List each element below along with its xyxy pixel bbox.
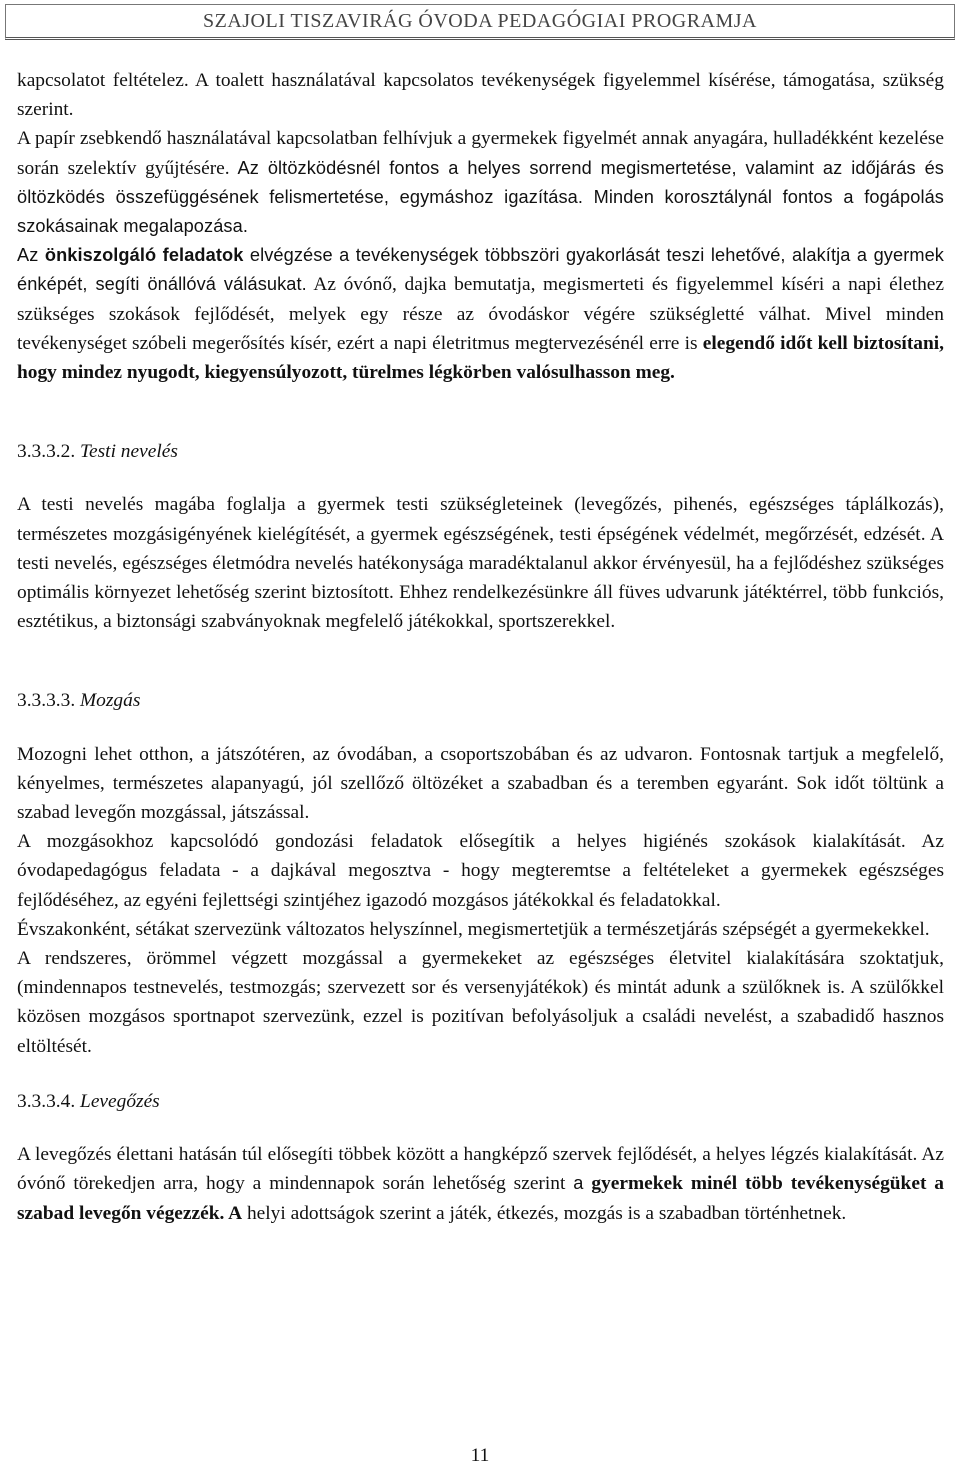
text-segment: Az — [17, 245, 45, 266]
text-segment: A mozgásokhoz kapcsolódó gondozási feladatok elősegítik a helyes higiénés szokások kialakítását. Az óvodapedagógus feladata - a dajkával megosztva - hogy megteremtse a feltételeket a gyermekek egészséges fejlődéséhez, az egyéni fejlettségi szintjéhez igazodó mozgásos játékokkal és feladatokkal. — [17, 831, 944, 911]
page-content — [17, 66, 944, 1228]
text-segment: Mozogni lehet otthon, a játszótéren, az óvodában, a csoportszobában és az udvaron. Fontosnak tartjuk a megfelelő, kényelmes, természetes alapanyagú, jól szellőző öltözéket a szabadban és a teremben egyaránt. Sok időt töltünk a szabad levegőn mozgással, játszással. — [17, 743, 944, 824]
text-segment: A papír zsebkendő használatával kapcsolatban felhívjuk a gyermekek figyelmét annak anyagára, hulladékként kezelése során szelektív gyűjtésére. — [17, 128, 944, 179]
section-title: Mozgás — [80, 690, 141, 712]
paragraph-testi-1 — [17, 490, 944, 636]
text-segment: Az óvónő, dajka bemutatja, megismerteti és figyelemmel kíséri a napi élethez szükséges szokások fejlődését, melyek egy része az óvodáskor végére szükségletté válhat. — [17, 274, 945, 325]
page-header — [5, 4, 955, 40]
text-segment: Az öltözködésnél fontos a helyes sorrend megismertetése, valamint az időjárás és öltözködés összefüggésének felismertetése, egymáshoz igazítása. — [17, 157, 944, 207]
paragraph-mozgas-4 — [17, 944, 944, 1061]
section-number: 3.3.3.2. — [17, 441, 76, 463]
header-title: SZAJOLI TISZAVIRÁG ÓVODA PEDAGÓGIAI PROGRAMJA — [202, 10, 757, 32]
text-segment: A levegőzés élettani hatásán túl elősegíti többek között a hangképző szervek fejlődését, a helyes légzés kialakítását. Az óvónő törekedjen arra, hogy a mindennapok során lehetőség szerint — [17, 1144, 944, 1195]
paragraph-levegozes-1 — [17, 1140, 944, 1228]
section-number: 3.3.3.3. — [17, 690, 76, 712]
section-heading-testi-neveles — [17, 437, 944, 466]
page-footer — [0, 1444, 960, 1468]
bold-text: gyermekek minél több tevékenységüket a szabad levegőn végezzék. A — [17, 1173, 945, 1224]
bold-text: önkiszolgáló feladatok — [44, 245, 244, 266]
text-segment: kapcsolatot feltételez. A toalett használatával kapcsolatos tevékenységek figyelemmel kísérése, támogatása, szükség szerint. — [17, 70, 944, 121]
spacer — [17, 1116, 944, 1140]
text-segment: a — [573, 1173, 584, 1194]
bold-text: elegendő időt kell biztosítani, hogy mindez nyugodt, kiegyensúlyozott, türelmes légkörben valósulhasson meg. — [17, 332, 944, 384]
text-segment: Mivel minden tevékenységet szóbeli megerősítés kísér, ezért a napi életritmus megtervezésénél erre is — [17, 303, 944, 354]
section-number: 3.3.3.4. — [17, 1090, 76, 1112]
text-segment: A testi nevelés magába foglalja a gyermek testi szükségleteinek (levegőzés, pihenés, egészséges táplálkozás), természetes mozgásigényének kielégítését, a gyermek egészségének, testi épségének védelmét, megőrzését, edzését. A testi nevelés, egészséges életmódra nevelés hatékonysága maradéktalanul akkor érvényesül, ha a fejlődéshez szükséges optimális környezet lehetőség szerint biztosított. Ehhez rendelkezésünkre áll füves udvarunk játéktérrel, több funkciós, esztétikus, a biztonsági szabványoknak megfelelő játékokkal, sportszerekkel. — [17, 494, 944, 633]
spacer — [17, 466, 944, 490]
paragraph-intro-3 — [17, 241, 944, 387]
paragraph-mozgas-2 — [17, 827, 944, 915]
section-heading-mozgas — [17, 686, 944, 715]
text-segment: helyi adottságok szerint a játék, étkezés, mozgás is a szabadban történhetnek. — [242, 1202, 847, 1224]
spacer — [17, 387, 944, 437]
section-title: Testi nevelés — [80, 441, 178, 463]
section-heading-levegozes — [17, 1087, 944, 1116]
spacer — [17, 1061, 944, 1087]
paragraph-mozgas-3 — [17, 915, 944, 944]
paragraph-intro-1 — [17, 66, 944, 124]
spacer — [17, 636, 944, 686]
spacer — [17, 716, 944, 740]
page-number: 11 — [470, 1445, 490, 1466]
text-segment: Minden korosztálynál fontos a fogápolás szokásainak megalapozása. — [17, 186, 944, 237]
paragraph-intro-2 — [17, 124, 944, 241]
paragraph-mozgas-1 — [17, 740, 944, 828]
text-segment: A rendszeres, örömmel végzett mozgással a gyermekeket az egészséges életvitel kialakítására szoktatjuk, (mindennapos testnevelés, testmozgás; szervezett sor és versenyjátékok) és mintát adunk a szülőknek is. A szülőkkel közösen mozgásos sportnapot szervezünk, ezzel is pozitívan befolyásoljuk a családi nevelést, a szabadidő hasznos eltöltését. — [17, 948, 944, 1057]
section-title: Levegőzés — [80, 1090, 160, 1112]
text-segment: Évszakonként, sétákat szervezünk változatos helyszínnel, megismertetjük a természetjárás szépségét a gyermekekkel. — [17, 918, 930, 940]
text-segment: elvégzése a tevékenységek többszöri gyakorlását teszi lehetővé, alakítja a gyermek énképét, segíti önállóvá válásukat. — [17, 245, 945, 295]
